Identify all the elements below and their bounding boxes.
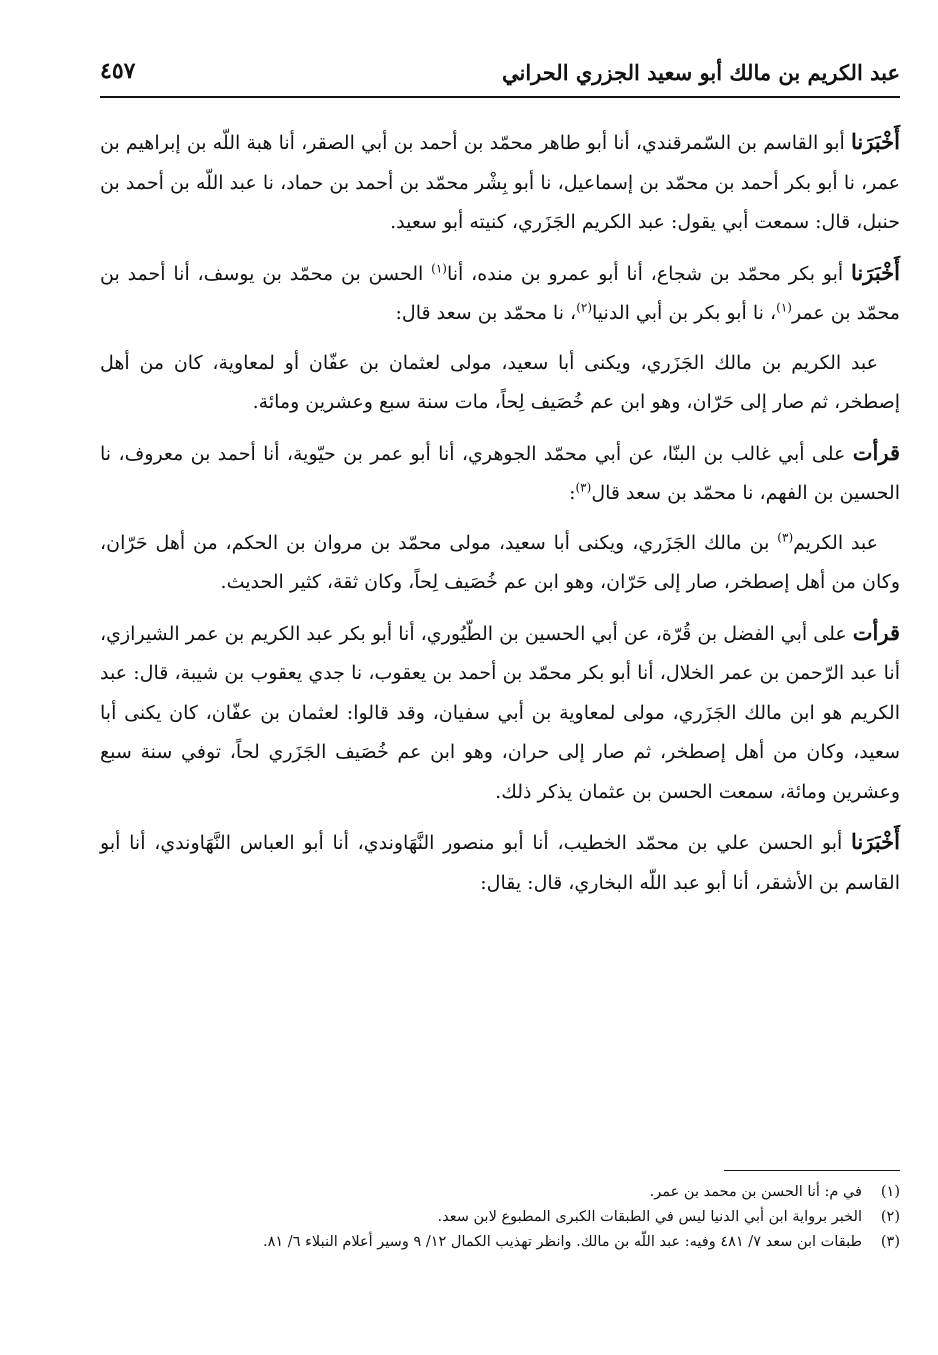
footnotes xyxy=(100,1180,900,1255)
paragraph-lead: قرأت xyxy=(852,619,900,645)
footnote-ref[interactable]: (٣) xyxy=(575,480,592,495)
paragraph-5 xyxy=(100,524,900,603)
paragraph-6 xyxy=(100,613,900,813)
paragraph-text: ، نا محمّد بن سعد قال: xyxy=(395,302,577,324)
paragraph-2 xyxy=(100,253,900,334)
footnote-1 xyxy=(100,1180,900,1205)
paragraph-text: ، نا أبو بكر بن أبي الدنيا xyxy=(592,302,777,324)
paragraph-1 xyxy=(100,122,900,243)
paragraph-text: على أبي غالب بن البنّا، عن أبي محمّد الجوهري، أنا أبو عمر بن حيّوية، أنا أحمد بن معروف، نا الحسين بن الفهم، نا محمّد بن سعد قال xyxy=(100,442,900,504)
footnote-number: (٣) xyxy=(880,1234,900,1250)
paragraph-lead: أَخْبَرَنا xyxy=(851,829,900,854)
paragraph-7 xyxy=(100,822,900,903)
footnote-ref[interactable]: (٣) xyxy=(777,530,794,545)
running-header xyxy=(100,56,900,98)
footnote-text: طبقات ابن سعد ٧/ ٤٨١ وفيه: عبد اللّه بن مالك. وانظر تهذيب الكمال ١٢/ ٩ وسير أعلام النبلاء ٦/ ٨١. xyxy=(263,1234,862,1250)
footnote-text: الخبر برواية ابن أبي الدنيا ليس في الطبقات الكبرى المطبوع لابن سعد. xyxy=(437,1209,862,1225)
footnote-3 xyxy=(100,1230,900,1255)
paragraph-3 xyxy=(100,344,900,423)
paragraph-text: الحسن بن محمّد بن يوسف، أنا أحمد بن محمّد بن عمر xyxy=(100,262,900,324)
page-number: ٤٥٧ xyxy=(100,58,136,84)
paragraph-text: على أبي الفضل بن قُرّة، عن أبي الحسين بن الطّيُوري، أنا أبو بكر عبد الكريم بن عمر الشيرازي، أنا عبد الرّحمن بن عمر الخلال، أنا أبو بكر محمّد بن أحمد بن يعقوب، نا جدي يعقوب بن شيبة، قال: عبد الكريم هو ابن مالك الجَزَري، مولى لمعاوية بن أبي سفيان، وقد قالوا: لعثمان بن عفّان، كان يكنى أبا سعيد، وكان من أهل إصطخر، ثم صار إلى حران، وهو ابن عم خُصَيف الجَزَري لحاً، توفي سنة سبع وعشرين ومائة، سمعت الحسن بن عثمان يذكر ذلك. xyxy=(100,622,900,803)
paragraph-text: بن مالك الجَزَري، ويكنى أبا سعيد، مولى محمّد بن مروان بن الحكم، من أهل حَرّان، وكان من أهل إصطخر، صار إلى حَرّان، وهو ابن عم خُصَيف لِحاً، وكان ثقة، كثير الحديث. xyxy=(100,531,900,593)
paragraph-text: أبو بكر محمّد بن شجاع، أنا أبو عمرو بن منده، أنا xyxy=(446,262,852,285)
paragraph-lead: أَخْبَرَنا xyxy=(851,259,900,285)
paragraph-text: : xyxy=(569,482,576,504)
footnote-ref[interactable]: (١) xyxy=(776,300,792,315)
paragraph-text: عبد الكريم xyxy=(793,531,879,554)
running-title: عبد الكريم بن مالك أبو سعيد الجزري الحراني xyxy=(501,60,900,85)
paragraph-lead: أَخْبَرَنا xyxy=(851,129,900,154)
footnote-number: (٢) xyxy=(880,1209,900,1225)
footnote-2 xyxy=(100,1205,900,1230)
main-text xyxy=(100,122,900,913)
paragraph-text: عبد الكريم بن مالك الجَزَري، ويكنى أبا سعيد، مولى لعثمان بن عفّان أو لمعاوية، كان من أهل إصطخر، ثم صار إلى حَرّان، وهو ابن عم خُصَيف لِحاً، مات سنة سبع وعشرين ومائة. xyxy=(100,351,900,413)
footnote-ref[interactable]: (١) xyxy=(431,261,447,276)
paragraph-text: أبو الحسن علي بن محمّد الخطيب، أنا أبو منصور النَّهَاوندي، أنا أبو العباس النَّهَاوندي، أنا أبو القاسم بن الأشقر، أنا أبو عبد اللّه البخاري، قال: يقال: xyxy=(100,832,900,894)
footnote-number: (١) xyxy=(880,1184,900,1200)
footnote-text: في م: أنا الحسن بن محمد بن عمر. xyxy=(649,1184,862,1200)
paragraph-lead: قرأت xyxy=(852,439,900,465)
footnote-ref[interactable]: (٢) xyxy=(576,300,593,315)
paragraph-4 xyxy=(100,433,900,514)
footnote-divider xyxy=(724,1170,900,1171)
paragraph-text: أبو القاسم بن السّمرقندي، أنا أبو طاهر محمّد بن أحمد بن أبي الصقر، أنا هبة اللّه بن إبراهيم بن عمر، نا أبو بكر أحمد بن محمّد بن إسماعيل، نا أبو بِشْر محمّد بن أحمد بن حماد، نا عبد اللّه بن أحمد بن حنبل، قال: سمعت أبي يقول: عبد الكريم الجَزَري، كنيته أبو سعيد. xyxy=(100,132,900,233)
